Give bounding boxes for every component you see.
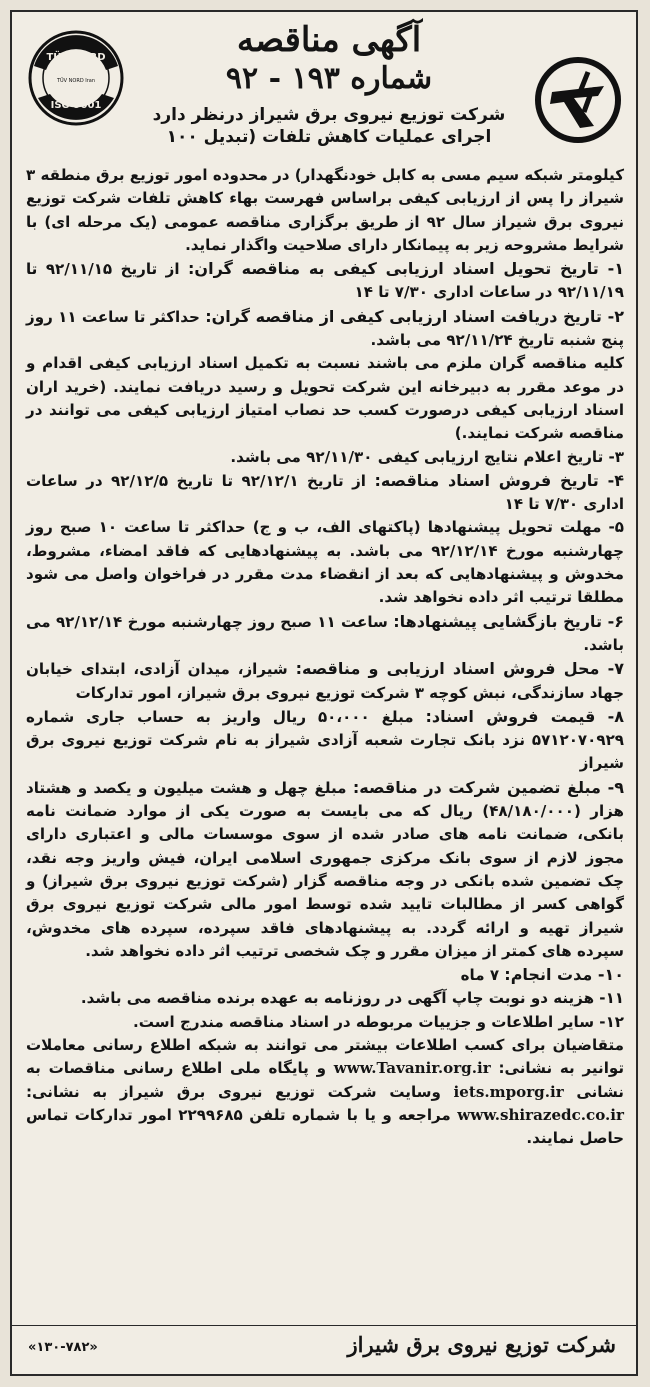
item-2-heading: ۲- تاریخ دریافت اسناد ارزیابی کیفی از مناقصه گران: — [205, 306, 625, 326]
footer-company: شرکت توزیع نیروی برق شیراز — [347, 1332, 616, 1357]
item-8-text: مبلغ ۵۰،۰۰۰ ریال واریز به حساب جاری شماره ۵۷۱۲۰۷۰۹۲۹ نزد بانک تجارت شعبه آزادی شیراز به نام شرکت توزیع نیروی برق شیراز — [26, 707, 624, 773]
intro-paragraph: کیلومتر شبکه سیم مسی به کابل خودنگهدار) در محدوده امور توزیع برق منطقه ۳ شیراز را پس از ارزیابی کیفی براساس فهرست بهاء کاهش تلفات شرکت توزیع نیروی برق شیراز سال ۹۲ از طریق برگزاری مناقصه عمومی (یک مرحله ای) با شرایط مشروحه زیر به پیمانکار دارای صلاحیت واگذار نماید. — [26, 166, 624, 254]
closing-part-2: و پایگاه ملی اطلاع رسانی مناقصات به نشانی — [26, 1059, 624, 1101]
iso-text: ISO 9001 — [50, 100, 102, 111]
ad-number: شماره ۱۹۳ - ۹۲ — [225, 61, 433, 96]
tuv-text: TÜV NORD — [46, 52, 106, 63]
item-9-heading: ۹- مبلغ تضمین شرکت در مناقصه: — [352, 777, 624, 797]
item-6-text: ساعت ۱۱ صبح روز چهارشنبه مورخ ۹۲/۱۲/۱۴ می باشد. — [26, 612, 624, 654]
footer — [12, 1325, 636, 1374]
footer-code: «۱۳۰-۷۸۲» — [28, 1340, 98, 1355]
item-9 — [26, 776, 624, 963]
item-4-heading: ۴- تاریخ فروش اسناد مناقصه: — [374, 470, 624, 490]
shirazedc-link[interactable]: www.shirazedc.co.ir — [457, 1105, 624, 1124]
item-9-text: مبلغ چهل و هشت میلیون و یکصد و هشتاد هزار (۴۸/۱۸۰/۰۰۰) ریال که می بایست به صورت یکی از موارد ضمانت نامه بانکی، ضمانت نامه های صادر شده از سوی موسسات مالی و اعتباری دارای مجوز لازم از سوی بانک مرکزی جمهوری اسلامی ایران، فیش واریز وجه نقد، چک تضمین شده بانکی در وجه مناقصه گزار (شرکت توزیع نیروی برق شیراز) و گواهی کسر از مطالبات تایید شده توسط امور مالی شرکت توزیع نیروی برق شیراز تهیه و ارائه گردد. به پیشنهادهای فاقد سپرده، سپرده های مخدوش، سپرده های کمتر از میزان مقرر و چک شخصی ترتیب اثر داده نخواهد شد. — [26, 778, 624, 960]
item-7-heading: ۷- محل فروش اسناد ارزیابی و مناقصه: — [295, 659, 624, 679]
ad-title: آگهی مناقصه — [236, 20, 422, 60]
item-10 — [26, 963, 624, 987]
tuv-small-text: TÜV NORD Iran — [56, 78, 96, 84]
item-2 — [26, 305, 624, 353]
title-block — [142, 20, 516, 148]
item-7-text: شیراز، میدان آزادی، ابتدای خیابان جهاد سازندگی، نبش کوچه ۳ شرکت توزیع نیروی برق شیراز، امور تدارکات — [26, 660, 624, 702]
company-line: شرکت توزیع نیروی برق شیراز درنظر دارد — [152, 105, 506, 125]
item-10-heading: ۱۰- مدت انجام: — [504, 965, 624, 985]
item-6 — [26, 610, 624, 658]
item-10-text: ۷ ماه — [460, 966, 500, 985]
closing-paragraph — [26, 1034, 624, 1150]
item-8 — [26, 705, 624, 776]
company-emblem-icon — [534, 56, 622, 144]
iets-link[interactable]: iets.mporg.ir — [453, 1082, 564, 1101]
item-1 — [26, 257, 624, 305]
item-6-heading: ۶- تاریخ بازگشایی پیشنهادها: — [393, 611, 625, 631]
closing-part-4: مراجعه و یا با شماره تلفن ۲۲۹۹۶۸۵ امور تدارکات تماس حاصل نمایند. — [26, 1105, 624, 1148]
tavanir-link[interactable]: www.Tavanir.org.ir — [333, 1059, 491, 1078]
item-12: ۱۲- سایر اطلاعات و جزییات مربوطه در اسناد مناقصه مندرج است. — [133, 1012, 624, 1031]
ad-subtitle: اجرای عملیات کاهش تلفات (تبدیل ۱۰۰ — [166, 127, 492, 147]
item-11: ۱۱- هزینه دو نوبت چاپ آگهی در روزنامه به عهده برنده مناقصه می باشد. — [80, 989, 624, 1008]
closing-part-3: وسایت شرکت توزیع نیروی برق شیراز به نشانی: — [26, 1082, 441, 1101]
item-8-heading: ۸- قیمت فروش اسناد: — [425, 706, 625, 726]
advertisement-clipping — [10, 10, 638, 1376]
item-3: ۳- تاریخ اعلام نتایج ارزیابی کیفی ۹۲/۱۱/۳۰ می باشد. — [230, 447, 624, 466]
item-1-text: از تاریخ ۹۲/۱۱/۱۵ تا ۹۲/۱۱/۱۹ در ساعات اداری ۷/۳۰ تا ۱۴ — [26, 260, 624, 302]
item-5: ۵- مهلت تحویل پیشنهادها (پاکتهای الف، ب و ج) حداکثر تا ساعت ۱۰ صبح روز چهارشنبه مورخ ۹۲/۱۲/۱۴ می باشد. به پیشنهادهایی که فاقد امضاء، مشروط، مخدوش و پیشنهادهایی که بعد از انقضاء مدت مقرر در فراخوان واصل می شود مطلقا ترتیب اثر داده نخواهد شد. — [26, 518, 624, 607]
item-2-note: کلیه مناقصه گران ملزم می باشند نسبت به تکمیل اسناد ارزیابی کیفی اقدام و در موعد مقرر به دبیرخانه این شرکت تحویل و رسید دریافت نمایند. (خرید اران اسناد ارزیابی کیفی درصورت کسب حد نصاب امتیاز ارزیابی کیفی می توانند در مناقصه شرکت نمایند.) — [26, 354, 624, 443]
item-4-text: از تاریخ ۹۲/۱۲/۱ تا تاریخ ۹۲/۱۲/۵ در ساعات اداری ۷/۳۰ تا ۱۴ — [26, 471, 624, 514]
closing-part-1: متقاضیان برای کسب اطلاعات بیشتر می توانند به شبکه اطلاع رسانی معاملات توانیر به نشانی: — [26, 1035, 624, 1078]
header — [12, 12, 636, 162]
tuv-iso-logo — [26, 22, 126, 140]
item-4 — [26, 469, 624, 517]
item-1-heading: ۱- تاریخ تحویل اسناد ارزیابی کیفی به مناقصه گران: — [188, 259, 624, 279]
item-7 — [26, 657, 624, 705]
ad-body — [26, 164, 624, 1304]
item-2-text: حداکثر تا ساعت ۱۱ روز پنج شنبه تاریخ ۹۲/۱۱/۲۴ می باشد. — [26, 307, 624, 350]
